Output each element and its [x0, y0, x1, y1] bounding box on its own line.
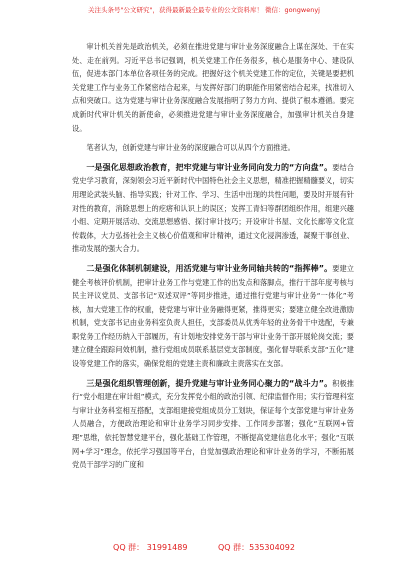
paragraph-4 [72, 262, 354, 371]
paragraph-5-text: 积极推行“党小组建在审计组”模式，充分发挥党小组的政治引领、纪律监督作用；实行管理科室与审计业务科室相互搭配，支部组建接党组成员分工划块，保证每个支部党建与审计业务人员融合，方便政治理论和审计业务学习同步安排、工作同步部署；强化“互联网+管理”思维，依托智慧党建平台，强化基础工作管理，不断提高党建信息化水平；强化“互联网+学习”理念，依托学习强国等平台，自觉加强政治理论和审计业务的学习，不断拓展党员干部学习的广度和 [72, 378, 354, 470]
footer-qq-group-1: QQ 群： 31991489 [113, 543, 188, 552]
footer-qq-group-2: QQ 群：535304092 [218, 543, 295, 552]
paragraph-4-text: 要建立健全考核评价机制，把审计业务工作与党建工作的出发点和落脚点，推行干部年度考核与民主评议党员、支部书记“双述双评”等同步推进，通过推行党建与审计业务“一体化”考核，加大党建工作的权重，使党建与审计业务融得更紧，推得更实；要建立健全改进激励机制，党支部书记由业务科室负责人担任，支部委员从优秀年轻的业务骨干中选配，专兼职党务工作经历纳入干部履历，有计划地安排党务干部与审计业务干部开展轮岗交流；要建立健全跟踪问效机制，推行党组成员联系基层党支部制度，强化督导联系支部“五化”建设等党建工作的落实，确保党组的党建主责和廉政主责落实在支部。 [72, 263, 354, 369]
paragraph-3-heading: 一是强化思想政治教育，把牢党建与审计业务同向发力的“方向盘”。 [86, 162, 333, 172]
paragraph-2 [72, 141, 354, 155]
page-header-banner: 关注头条号"公文研究"，获得最新最全最专业的公文资料库！ 微信：gongwenyj [88, 6, 320, 14]
paragraph-3 [72, 161, 354, 256]
paragraph-1 [72, 40, 354, 135]
page-footer [0, 541, 408, 555]
paragraph-5-heading: 三是强化组织管理创新，提升党建与审计业务同心聚力的“战斗力”。 [86, 378, 333, 388]
paragraph-5 [72, 377, 354, 472]
paragraph-2-text: 笔者认为，创新党建与审计业务的深度融合可以从四个方面推进。 [86, 143, 295, 153]
paragraph-4-heading: 二是强化体制机制建设，用活党建与审计业务同轴共转的“指挥棒”。 [86, 263, 333, 273]
paragraph-1-text: 审计机关首先是政治机关，必须在推进党建与审计业务深度融合上谋在深处、干在实处、走在前列。习近平总书记强调，机关党建工作任务很多，核心是服务中心、建设队伍，促进本部门本单位各项任务的完成。把握好这个机关党建工作的定位，关键是要把机关党建工作与业务工作紧密结合起来，与发挥好部门的职能作用紧密结合起来，找准切入点和突破口。这为党建与审计业务深度融合发展指明了努力方向、提供了根本遵循。要完成新时代审计机关的新使命，必须推进党建与审计业务深度融合，加强审计机关自身建设。 [72, 42, 354, 133]
paragraph-3-text: 要结合党史学习教育，深刻领会习近平新时代中国特色社会主义思想，精准把握精髓要义，切实用理论武装头脑、指导实践；针对工作、学习、生活中出现的共性问题，要及时开展有针对性的教育，消除思想上的疙瘩和认识上的误区；发挥工青妇等群团组织作用，组建兴趣小组、定期开展活动、交流思想感悟、探讨审计技巧；开设审计书屋、文化长廊等文化宣传载体，大力弘扬社会主义核心价值观和审计精神，通过文化浸润渗透，凝聚干事创业、推动发展的强大合力。 [72, 162, 354, 254]
document-body [72, 40, 354, 478]
